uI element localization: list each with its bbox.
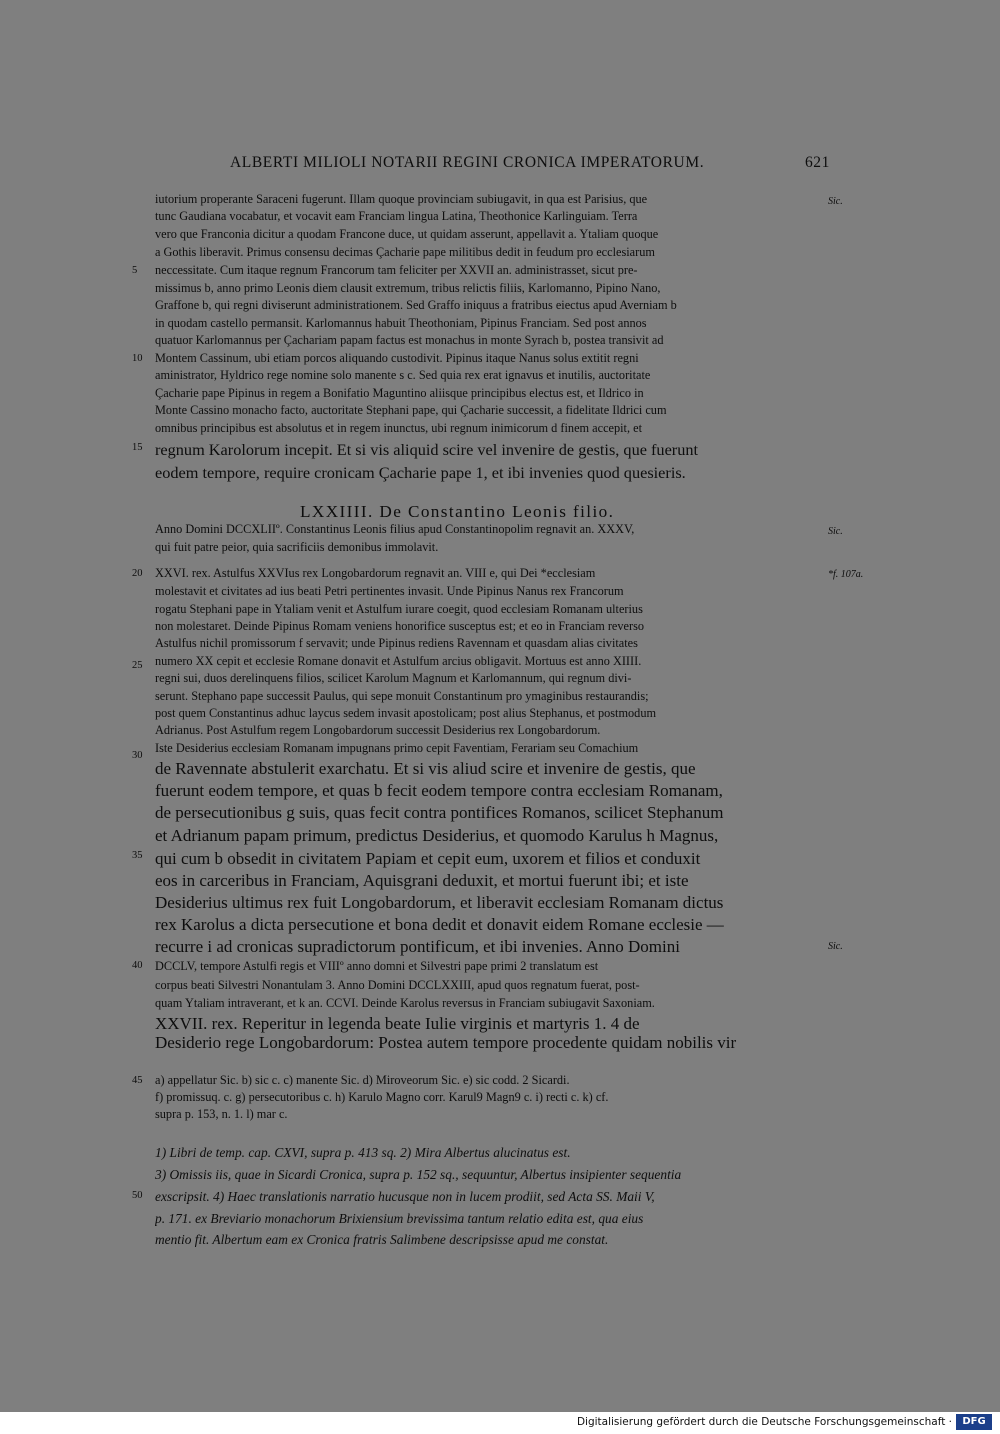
text-line: Astulfus nichil promissorum f servavit; unde Pipinus rediens Ravennam et quasdam alias civitates — [155, 636, 638, 650]
text-line: XXVI. rex. Astulfus XXVIus rex Longobardorum regnavit an. VIII e, qui Dei *ecclesiam — [155, 566, 596, 580]
apparatus-note: supra p. 153, n. 1. l) mar c. — [155, 1107, 288, 1121]
apparatus-note: f) promissuq. c. g) persecutoribus c. h) Karulo Magno corr. Karul9 Magn9 c. i) recti c. k) cf. — [155, 1090, 609, 1104]
line-number: 50 — [132, 1190, 143, 1201]
line-number: 25 — [132, 660, 143, 671]
text-line: Montem Cassinum, ubi etiam porcos aliquando custodivit. Pipinus itaque Nanus solus extitit regni — [155, 351, 639, 365]
text-line: missimus b, anno primo Leonis diem clausit extremum, tribus relictis filiis, Karlomanno, Pipino Nano, — [155, 281, 661, 295]
text-line: Monte Cassino monacho facto, auctoritate Stephani pape, qui Çacharie successit, a fidelitate Ildrici cum — [155, 403, 667, 417]
margin-note: Sic. — [828, 941, 843, 952]
line-number: 10 — [132, 353, 143, 364]
footnote: mentio fit. Albertum eam ex Cronica fratris Salimbene descripsisse apud me constat. — [155, 1232, 609, 1247]
text-line: qui cum b obsedit in civitatem Papiam et cepit eum, uxorem et filios et conduxit — [155, 849, 701, 868]
text-line: de Ravennate abstulerit exarchatu. Et si vis aliud scire et invenire de gestis, que — [155, 759, 696, 778]
text-line: Anno Domini DCCXLIIº. Constantinus Leonis filius apud Constantinopolim regnavit an. XXXV, — [155, 522, 635, 536]
text-line: eodem tempore, require cronicam Çacharie pape 1, et ibi invenies quod quesieris. — [155, 463, 686, 482]
text-line: regnum Karolorum incepit. Et si vis aliquid scire vel invenire de gestis, que fuerunt — [155, 440, 699, 459]
text-line: serunt. Stephano pape successit Paulus, qui sepe monuit Constantinum pro ymaginibus restaurandis; — [155, 689, 649, 703]
dfg-logo: DFG — [956, 1414, 992, 1430]
funding-credit: Digitalisierung gefördert durch die Deutsche Forschungsgemeinschaft · — [576, 1416, 952, 1428]
margin-note: Sic. — [828, 196, 843, 207]
text-line: quam Ytaliam intraverant, et k an. CCVI. Deinde Karolus reversus in Franciam subiugavit Saxoniam. — [155, 996, 655, 1010]
line-number: 35 — [132, 850, 143, 861]
line-number: 20 — [132, 568, 143, 579]
line-number: 45 — [132, 1075, 143, 1086]
text-line: molestavit et civitates ad ius beati Petri pertinentes invasit. Unde Pipinus Nanus rex Francorum — [155, 584, 624, 598]
text-line: in quodam castello permansit. Karlomannus habuit Theothoniam, Pipinus Franciam. Sed post annos — [155, 316, 647, 330]
text-line: omnibus principibus est absolutus et in regem inunctus, ubi regnum inimicorum d finem accepit, et — [155, 421, 642, 435]
text-line: regni sui, duos derelinquens filios, scilicet Karolum Magnum et Karlomannum, qui regnum divi- — [155, 671, 632, 685]
margin-note: *f. 107a. — [828, 569, 864, 580]
text-line: aministrator, Hyldrico rege nomine solo manente s c. Sed quia rex erat ignavus et inutilis, auctoritate — [155, 368, 651, 382]
text-line: neccessitate. Cum itaque regnum Francorum tam feliciter per XXVII an. administrasset, sicut pre- — [155, 263, 638, 277]
text-line: Adrianus. Post Astulfum regem Longobardorum successit Desiderius rex Longobardorum. — [155, 723, 601, 737]
text-line: tunc Gaudiana vocabatur, et vocavit eam Franciam lingua Latina, Theothonice Karlinguiam. Terra — [155, 209, 638, 223]
text-line: XXVII. rex. Reperitur in legenda beate Iulie virginis et martyris 1. 4 de — [155, 1014, 640, 1033]
text-line: corpus beati Silvestri Nonantulam 3. Anno Domini DCCLXXIII, apud quos regnatum fuerat, post- — [155, 978, 640, 992]
line-number: 5 — [132, 265, 138, 276]
footnote: 3) Omissis iis, quae in Sicardi Cronica, supra p. 152 sq., sequuntur, Albertus insipienter sequentia — [155, 1167, 682, 1182]
text-line: quatuor Karlomannus per Çachariam papam factus est monachus in monte Syrach b, postea transivit ad — [155, 333, 664, 347]
text-line: Çacharie pape Pipinus in regem a Bonifatio Maguntino aliisque principibus electus est, et Ildrico in — [155, 386, 644, 400]
text-line: a Gothis liberavit. Primus consensu decimas Çacharie pape militibus dedit in feudum pro ecclesiarum — [155, 245, 655, 259]
text-line: rogatu Stephani pape in Ytaliam venit et Astulfum iurare coegit, quod ecclesiam Romanam ulterius — [155, 602, 643, 616]
text-line: fuerunt eodem tempore, et quas b fecit eodem tempore contra ecclesiam Romanam, — [155, 781, 723, 800]
text-line: Iste Desiderius ecclesiam Romanam impugnans primo cepit Faventiam, Ferariam seu Comachium — [155, 741, 639, 755]
text-line: DCCLV, tempore Astulfi regis et VIIIº anno domni et Silvestri pape primi 2 translatum est — [155, 959, 599, 973]
text-line: post quem Constantinus adhuc laycus sedem invasit apostolicam; post alius Stephanus, et postmodum — [155, 706, 657, 720]
text-line: vero que Franconia dicitur a quodam Francone duce, ut quidam asserunt, appellavit a. Ytaliam quoque — [155, 227, 659, 241]
line-number: 40 — [132, 960, 143, 971]
text-line: de persecutionibus g suis, quas fecit contra pontifices Romanos, scilicet Stephanum — [155, 803, 724, 822]
line-number: 15 — [132, 442, 143, 453]
page-number: 621 — [804, 154, 830, 171]
line-number: 30 — [132, 750, 143, 761]
text-line: Desiderio rege Longobardorum: Postea autem tempore procedente quidam nobilis vir — [155, 1033, 737, 1052]
text-line: et Adrianum papam primum, predictus Desiderius, et quomodo Karulus h Magnus, — [155, 826, 719, 845]
footnote: exscripsit. 4) Haec translationis narratio hucusque non in lucem prodiit, sed Acta SS. Maii V, — [155, 1189, 655, 1204]
text-line: rex Karolus a dicta persecutione et bona dedit et donavit eidem Romane ecclesie — — [155, 915, 724, 934]
running-header — [230, 154, 830, 176]
text-line: recurre i ad cronicas supradictorum pontificum, et ibi invenies. Anno Domini — [155, 937, 680, 956]
text-line: non molestaret. Deinde Pipinus Romam veniens honorifice susceptus est; et eo in Franciam reverso — [155, 619, 645, 633]
margin-note: Sic. — [828, 526, 843, 537]
text-line: eos in carceribus in Franciam, Aquisgrani deduxit, et mortui fuerunt ibi; et iste — [155, 871, 689, 890]
chapter-heading: LXXIIII. De Constantino Leonis filio. — [300, 502, 615, 521]
apparatus-note: a) appellatur Sic. b) sic c. c) manente Sic. d) Miroveorum Sic. e) sic codd. 2 Sicardi. — [155, 1073, 570, 1087]
footnote: 1) Libri de temp. cap. CXVI, supra p. 413 sq. 2) Mira Albertus alucinatus est. — [155, 1145, 571, 1160]
footnote: p. 171. ex Breviario monachorum Brixiensium brevissima tantum relatio edita est, qua eius — [155, 1211, 644, 1226]
text-line: Graffone b, qui regni diviserunt administrationem. Sed Graffo iniquus a fratribus eiectus apud Averniam b — [155, 298, 677, 312]
header-title: ALBERTI MILIOLI NOTARII REGINI CRONICA IMPERATORUM. — [230, 154, 705, 171]
text-line: Desiderius ultimus rex fuit Longobardorum, et liberavit ecclesiam Romanam dictus — [155, 893, 724, 912]
text-line: iutorium properante Saraceni fugerunt. Illam quoque provinciam subiugavit, in qua est Parisius, que — [155, 192, 648, 206]
text-line: numero XX cepit et ecclesie Romane donavit et Astulfum arcius obligavit. Mortuus est anno XIIII. — [155, 654, 642, 668]
text-line: qui fuit patre peior, quia sacrificiis demonibus immolavit. — [155, 540, 439, 554]
